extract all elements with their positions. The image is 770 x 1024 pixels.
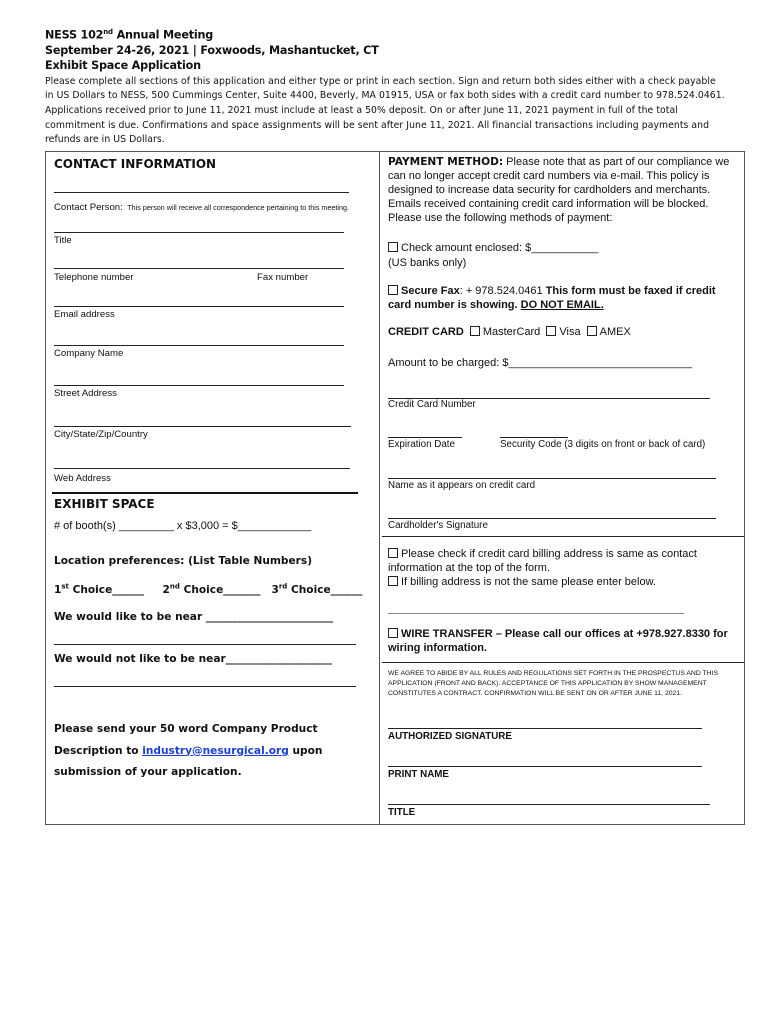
industry-email-link[interactable]: industry@nesurgical.org [142, 744, 289, 757]
title-label: Title [54, 235, 72, 246]
title-signature-field[interactable] [388, 804, 710, 805]
exhibit-heading: EXHIBIT SPACE [54, 497, 155, 511]
name-on-card-label: Name as it appears on credit card [388, 480, 536, 491]
city-field[interactable] [54, 426, 351, 427]
expiration-field[interactable] [388, 437, 462, 438]
checkbox-icon[interactable] [388, 285, 398, 295]
web-field[interactable] [54, 468, 350, 469]
print-name-field[interactable] [388, 766, 702, 767]
amex-option[interactable]: AMEX [599, 326, 631, 338]
column-divider [379, 152, 380, 824]
intro-paragraph: Please complete all sections of this application and either type or print in each section. Sign and return both sides either with a check payable in US Dollars to NESS, 500 Cummings Center, Suite 4400, Beverly, MA 01915, USA or fax both sides with a credit card number to 978.524.0461. Applications received prior to June 11, 2021 must include at least a 50% deposit. On or after June 11, 2021 payment in full of the total commitment is due. Confirmations and space assignments will be sent after June 11, 2021. All financial transactions including payments and refunds are in US Dollars. [45, 75, 725, 146]
not-near-field[interactable]: We would not like to be near____________________ [54, 653, 332, 665]
city-label: City/State/Zip/Country [54, 429, 148, 440]
page-header [45, 25, 725, 148]
wire-transfer-option[interactable]: WIRE TRANSFER – Please call our offices at +978.927.8330 for wiring information. [388, 628, 728, 654]
authorized-signature-field[interactable] [388, 728, 702, 729]
application-form [45, 151, 745, 825]
authorized-signature-label: AUTHORIZED SIGNATURE [388, 731, 512, 742]
contact-heading: CONTACT INFORMATION [54, 157, 217, 171]
cardholder-signature-label: Cardholder's Signature [388, 520, 488, 531]
telephone-field[interactable] [54, 268, 344, 269]
checkbox-icon[interactable] [546, 326, 556, 336]
security-code-label: Security Code (3 digits on front or back of card) [500, 439, 706, 450]
mastercard-option[interactable]: MasterCard [482, 326, 541, 338]
billing-address-field[interactable] [388, 613, 684, 614]
company-label: Company Name [54, 348, 124, 359]
near-field[interactable]: We would like to be near ________________________ [54, 611, 333, 623]
location-label: Location preferences: (List Table Numbers) [54, 555, 313, 567]
checkbox-icon[interactable] [388, 576, 398, 586]
payment-method-note: PAYMENT METHOD: Please note that as part of our compliance we can no longer accept credit card numbers via e-mail. This policy is designed to increase data security for cardholders and merchants. Emails received containing credit card information will be blocked. Please use the following methods of payment: [388, 156, 730, 224]
signature-field[interactable] [388, 518, 716, 519]
credit-card-options: CREDIT CARD MasterCard Visa AMEX [388, 326, 631, 338]
agreement-text: WE AGREE TO ABIDE BY ALL RULES AND REGULATIONS SET FORTH IN THE PROSPECTUS AND THIS APPLICATION (FRONT AND BACK). ACCEPTANCE OF THIS APPLICATION BY SHOW MANAGEMENT CONSTITUTES A CONTRACT. CONFIRMATION WILL BE SENT ON OR AFTER JUNE 11, 2021. [388, 670, 718, 698]
email-field[interactable] [54, 306, 344, 307]
fax-label: Fax number [257, 272, 309, 283]
name-on-card-field[interactable] [388, 478, 716, 479]
checkbox-icon[interactable] [388, 628, 398, 638]
check-option[interactable]: Check amount enclosed: $___________ [388, 241, 599, 255]
choice-2-field[interactable]: 2nd Choice_______ [162, 582, 261, 596]
contact-person-label: Contact Person: This person will receive all correspondence pertaining to this meeting. [54, 202, 349, 213]
checkbox-icon[interactable] [470, 326, 480, 336]
section-rule [52, 492, 358, 494]
choices-row [54, 582, 362, 596]
meeting-title: NESS 102nd Annual Meeting [45, 28, 214, 42]
card-number-label: Credit Card Number [388, 399, 476, 410]
street-field[interactable] [54, 385, 344, 386]
street-label: Street Address [54, 388, 117, 399]
security-code-field[interactable] [500, 437, 568, 438]
contact-person-field[interactable] [54, 192, 349, 193]
meeting-dates: September 24-26, 2021 | Foxwoods, Mashantucket, CT [45, 43, 379, 57]
amount-field[interactable]: Amount to be charged: $______________________________ [388, 357, 692, 369]
secure-fax-option[interactable]: Secure Fax: + 978.524.0461 This form must be faxed if credit card number is showing. DO NOT EMAIL. [388, 285, 716, 311]
section-rule [382, 662, 744, 663]
choice-1-field[interactable]: 1st Choice______ [54, 582, 145, 596]
visa-option[interactable]: Visa [559, 326, 581, 338]
billing-same-option[interactable]: Please check if credit card billing address is same as contact information at the top of the form. [388, 548, 697, 574]
near-extra-line[interactable] [54, 644, 356, 645]
billing-different-option[interactable]: If billing address is not the same please enter below. [388, 575, 738, 589]
booths-field[interactable]: # of booth(s) _________ x $3,000 = $____________ [54, 520, 312, 532]
choice-3-field[interactable]: 3rd Choice______ [271, 582, 363, 596]
expiration-label: Expiration Date [388, 439, 455, 450]
checkbox-icon[interactable] [388, 242, 398, 252]
form-subtitle: Exhibit Space Application [45, 58, 201, 72]
telephone-label: Telephone number [54, 272, 134, 283]
title-field[interactable] [54, 232, 344, 233]
not-near-extra-line[interactable] [54, 686, 356, 687]
title-signature-label: TITLE [388, 807, 416, 818]
web-label: Web Address [54, 473, 111, 484]
section-rule [382, 536, 744, 537]
print-name-label: PRINT NAME [388, 769, 449, 780]
description-note: Please send your 50 word Company Product Description to industry@nesurgical.org upon submission of your application. [54, 723, 323, 778]
checkbox-icon[interactable] [587, 326, 597, 336]
email-label: Email address [54, 309, 115, 320]
check-note: (US banks only) [388, 257, 467, 269]
checkbox-icon[interactable] [388, 548, 398, 558]
company-field[interactable] [54, 345, 344, 346]
